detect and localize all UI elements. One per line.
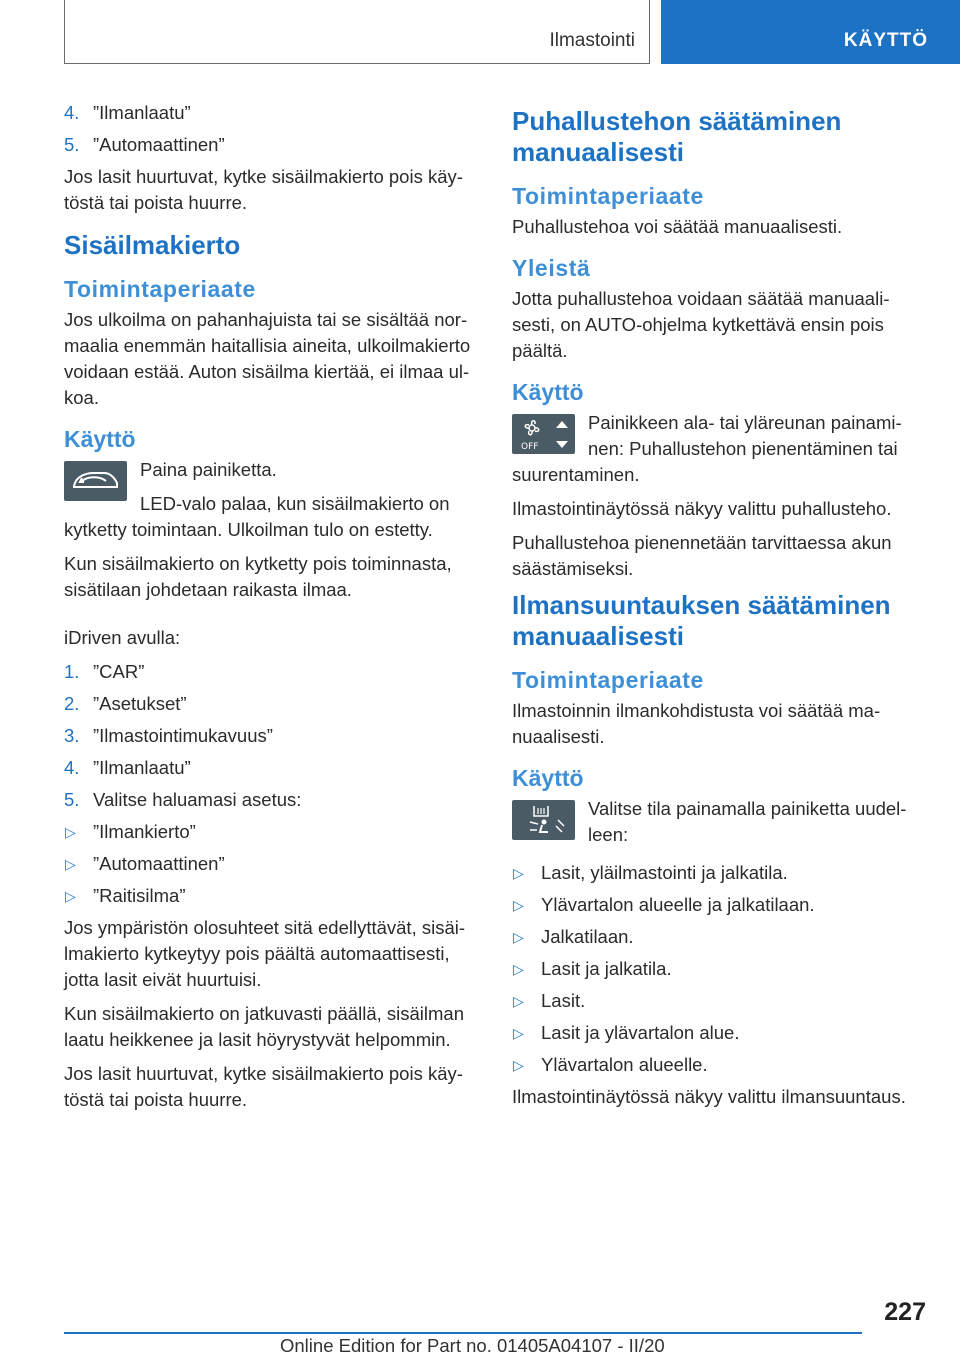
list-item	[64, 883, 479, 909]
header-section-tab	[661, 0, 960, 64]
header-title-box	[64, 0, 650, 64]
list-text: ”Ilmankierto”	[93, 821, 196, 842]
setting-options-list	[64, 819, 479, 909]
list-number: 4.	[64, 102, 80, 123]
icon-paragraph	[512, 796, 917, 848]
list-item	[512, 924, 917, 950]
list-number: 2.	[64, 693, 80, 714]
list-text: ”Ilmanlaatu”	[93, 102, 191, 123]
idrive-steps-list	[64, 659, 479, 813]
list-item	[512, 860, 917, 886]
air-distribution-options-list	[512, 860, 917, 1078]
list-text: ”Automaattinen”	[93, 853, 225, 874]
heading-recirculation: Sisäilmakierto	[64, 230, 241, 260]
air-distribution-icon	[512, 800, 575, 840]
triangle-bullet-icon: ▷	[513, 1057, 524, 1073]
list-text: ”Automaattinen”	[93, 134, 225, 155]
list-item	[64, 755, 479, 781]
list-item	[512, 956, 917, 982]
list-text: Valitse haluamasi asetus:	[93, 789, 302, 810]
triangle-bullet-icon: ▷	[513, 929, 524, 945]
off-label: OFF	[521, 442, 539, 452]
list-number: 3.	[64, 725, 80, 746]
list-text: Lasit ja ylävartalon alue.	[541, 1022, 740, 1043]
list-text: ”CAR”	[93, 661, 145, 682]
section-title: KÄYTTÖ	[843, 30, 928, 51]
triangle-bullet-icon: ▷	[513, 897, 524, 913]
list-text: ”Raitisilma”	[93, 885, 186, 906]
list-text: Ylävartalon alueelle ja jalkatilaan.	[541, 894, 815, 915]
paragraph: Puhallustehoa voi säätää manuaalisesti.	[512, 216, 843, 237]
heading-usage: Käyttö	[512, 765, 584, 791]
list-item	[64, 691, 479, 717]
list-text: Ylävartalon alueelle.	[541, 1054, 708, 1075]
paragraph: Ilmastointinäytössä näkyy valittu puhallusteho.	[512, 498, 892, 519]
heading-air-distribution: Ilmansuuntauksen säätäminen manuaalisesti	[512, 590, 891, 651]
footer-divider	[64, 1332, 862, 1334]
list-text: Lasit ja jalkatila.	[541, 958, 672, 979]
paragraph: Kun sisäilmakierto on jatkuvasti päällä, sisäilman laatu heikkenee ja lasit höyrystyvät helpommin.	[64, 1003, 464, 1050]
list-item	[64, 851, 479, 877]
heading-principle: Toimintaperiaate	[64, 276, 256, 302]
list-item	[64, 659, 479, 685]
list-text: ”Ilmanlaatu”	[93, 757, 191, 778]
icon-paragraph	[64, 457, 479, 543]
list-number: 5.	[64, 789, 80, 810]
paragraph: Puhallustehoa pienennetään tarvittaessa akun säästämiseksi.	[512, 532, 892, 579]
paragraph: Jos lasit huurtuvat, kytke sisäilmakierto pois käytöstä tai poista huurre.	[64, 166, 463, 213]
paragraph: Jotta puhallustehoa voidaan säätää manuaalisesti, on AUTO-ohjelma kytkettävä ensin pois päältä.	[512, 288, 890, 361]
right-column	[512, 100, 917, 1118]
paragraph: Ilmastointinäytössä näkyy valittu ilmansuuntaus.	[512, 1086, 906, 1107]
fan-speed-icon	[512, 414, 575, 454]
icon-paragraph	[512, 410, 917, 488]
list-text: Lasit.	[541, 990, 586, 1011]
recirculation-icon	[64, 461, 127, 501]
list-item	[512, 1020, 917, 1046]
list-item	[64, 787, 479, 813]
triangle-bullet-icon: ▷	[65, 856, 76, 872]
list-text: ”Ilmastointimukavuus”	[93, 725, 273, 746]
list-item	[64, 100, 479, 126]
heading-usage: Käyttö	[512, 379, 584, 405]
list-item	[64, 819, 479, 845]
numbered-list-continued	[64, 100, 479, 158]
triangle-bullet-icon: ▷	[513, 961, 524, 977]
paragraph: Valitse tila painamalla painiketta uudelleen:	[588, 798, 907, 845]
heading-principle: Toimintaperiaate	[512, 183, 704, 209]
paragraph: Jos ulkoilma on pahanhajuista tai se sisältää normaalia enemmän haitallisia aineita, ulkoilmakierto voidaan estää. Auton sisäilma kiertää, ei ilmaa ulkoa.	[64, 309, 471, 408]
list-item	[512, 988, 917, 1014]
chapter-title: Ilmastointi	[549, 30, 635, 51]
triangle-bullet-icon: ▷	[65, 888, 76, 904]
list-item	[64, 132, 479, 158]
footer-edition: Online Edition for Part no. 01405A04107 - II/20	[280, 1335, 665, 1356]
paragraph: LED-valo palaa, kun sisäilmakierto on kytketty toimintaan. Ulkoilman tulo on estetty.	[64, 493, 450, 540]
list-number: 4.	[64, 757, 80, 778]
heading-usage: Käyttö	[64, 426, 136, 452]
paragraph: Jos lasit huurtuvat, kytke sisäilmakierto pois käytöstä tai poista huurre.	[64, 1063, 463, 1110]
list-text: ”Asetukset”	[93, 693, 187, 714]
page-number: 227	[884, 1298, 926, 1326]
left-column	[64, 100, 479, 1121]
heading-fan-speed: Puhallustehon säätäminen manuaalisesti	[512, 106, 842, 167]
heading-principle: Toimintaperiaate	[512, 667, 704, 693]
paragraph: iDriven avulla:	[64, 627, 181, 648]
paragraph: Painikkeen ala- tai yläreunan painaminen: Puhallustehon pienentäminen tai suurentaminen.	[512, 412, 902, 485]
triangle-bullet-icon: ▷	[65, 824, 76, 840]
triangle-bullet-icon: ▷	[513, 865, 524, 881]
heading-general: Yleistä	[512, 255, 591, 281]
list-item	[512, 1052, 917, 1078]
paragraph: Jos ympäristön olosuhteet sitä edellyttävät, sisäilmakierto kytkeytyy pois päältä automaattisesti, jotta lasit eivät huurtuisi.	[64, 917, 466, 990]
list-number: 5.	[64, 134, 80, 155]
paragraph: Kun sisäilmakierto on kytketty pois toiminnasta, sisätilaan johdetaan raikasta ilmaa.	[64, 553, 452, 600]
triangle-bullet-icon: ▷	[513, 993, 524, 1009]
list-item	[512, 892, 917, 918]
list-item	[64, 723, 479, 749]
list-text: Jalkatilaan.	[541, 926, 634, 947]
paragraph: Ilmastoinnin ilmankohdistusta voi säätää manuaalisesti.	[512, 700, 881, 747]
triangle-bullet-icon: ▷	[513, 1025, 524, 1041]
list-number: 1.	[64, 661, 80, 682]
list-text: Lasit, yläilmastointi ja jalkatila.	[541, 862, 788, 883]
paragraph: Paina painiketta.	[140, 459, 277, 480]
